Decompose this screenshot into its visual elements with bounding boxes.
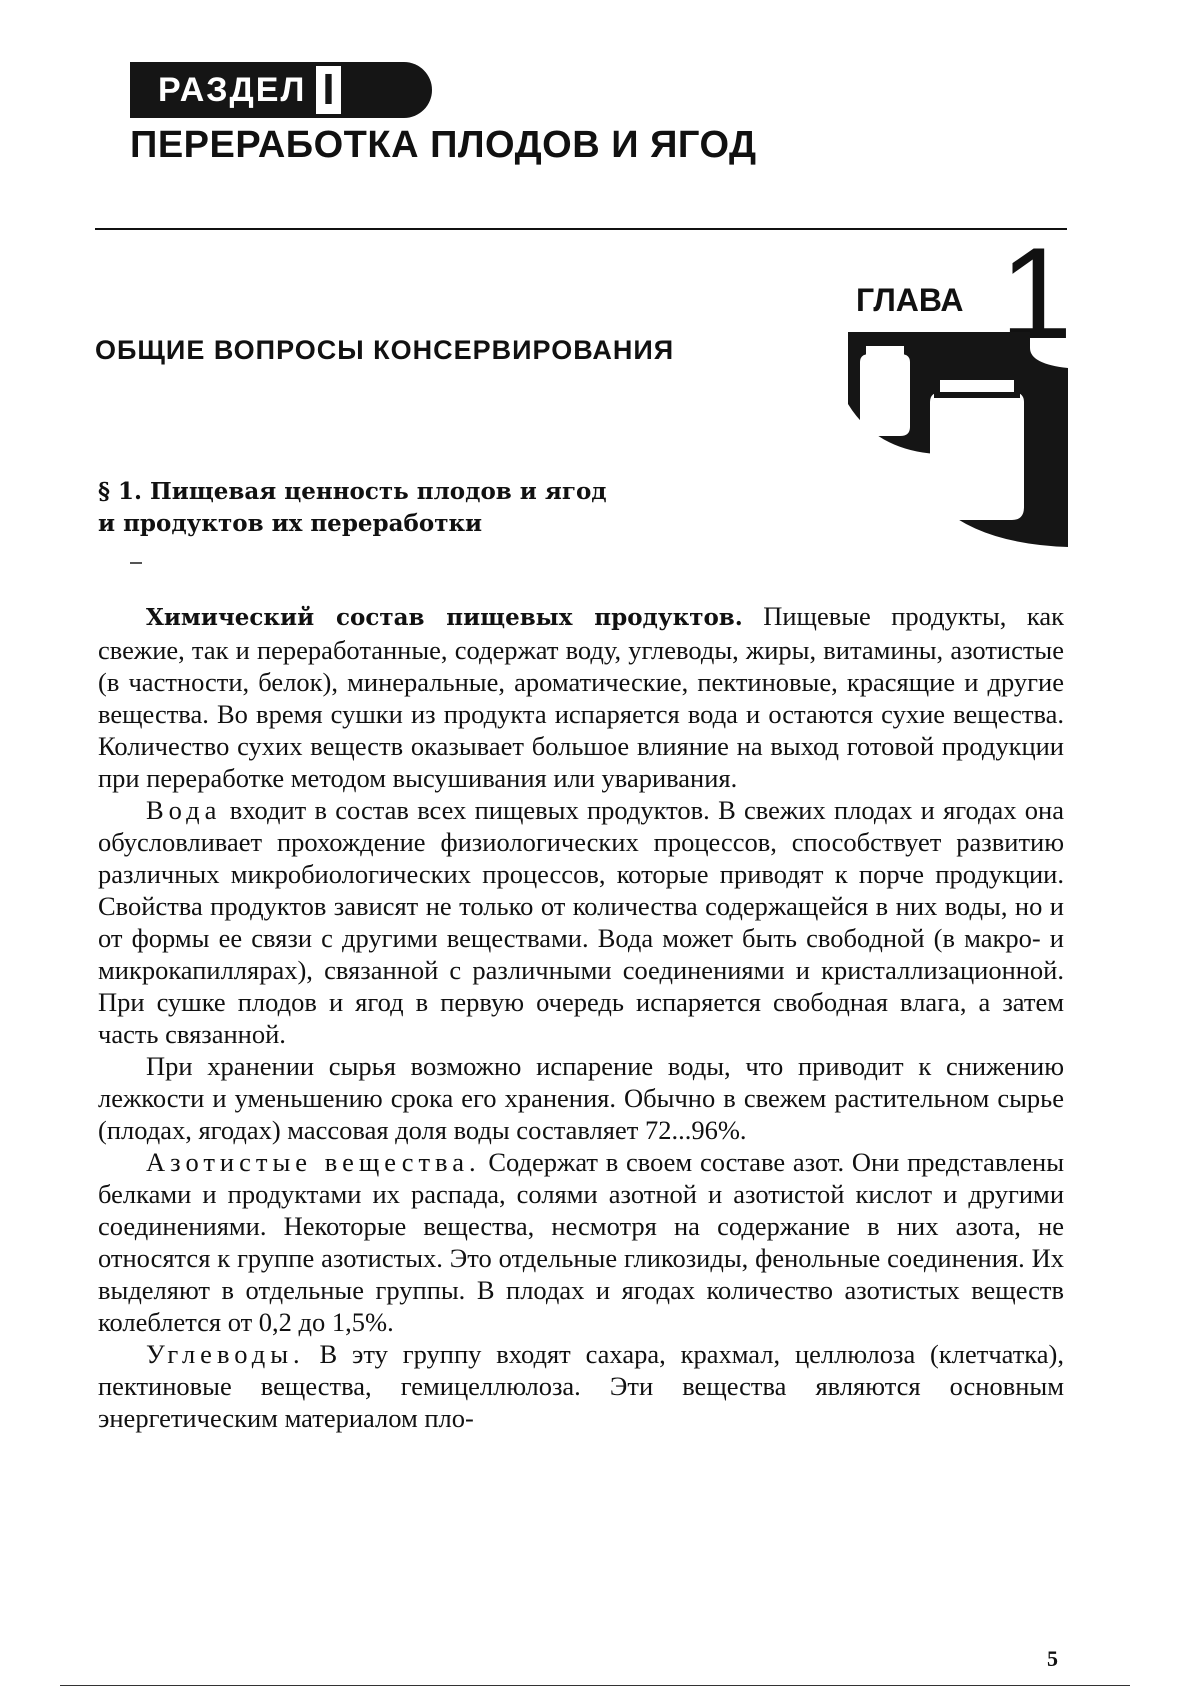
paragraph-2-text: входит в состав всех пищевых продуктов. В свежих плодах и ягодах она обусловливает прохождение физиологических процессов, способствует развитию различных микробиологических процессов, которые приводят к порче продукции. Свойства продуктов зависят не только от количества содержащейся в них воды, но и от формы ее связи с другими веществами. Вода может быть свободной (в макро- и микрокапиллярах), связанной с различными соединениями и кристаллизационной. При сушке плодов и ягод в первую очередь испаряется свободная влага, а затем часть связанной. (98, 795, 1064, 1049)
chapter-label: ГЛАВА (856, 282, 964, 319)
section-title: ПЕРЕРАБОТКА ПЛОДОВ И ЯГОД (130, 124, 757, 167)
jars-icon (848, 332, 1068, 547)
section-number: I (316, 66, 340, 114)
paragraph-heading-line1: § 1. Пищевая ценность плодов и ягод (98, 478, 607, 505)
chapter-number: 1 (1000, 218, 1072, 368)
section-label: РАЗДЕЛ (130, 71, 306, 110)
divider-top (95, 228, 1067, 230)
paragraph-2 (98, 794, 1064, 1050)
paragraph-4-text: Содержат в своем составе азот. Они представлены белками и продуктами их распада, солями азотной и азотистой кислот и другими соединениями. Некоторые вещества, несмотря на содержание в них азота, не относятся к группе азотистых. Это отдельные гликозиды, фенольные соединения. Их выделяют в отдельные группы. В плодах и ягодах количество азотистых веществ колеблется от 0,2 до 1,5%. (98, 1147, 1064, 1337)
paragraph-4-lead: Азотистые вещества. (146, 1147, 481, 1177)
paragraph-3: При хранении сырья возможно испарение воды, что приводит к снижению лежкости и уменьшению срока его хранения. Обычно в свежем растительном сырье (плодах, ягодах) массовая доля воды составляет 72...96%. (98, 1050, 1064, 1146)
divider-bottom (60, 1685, 1130, 1686)
paragraph-5 (98, 1338, 1064, 1434)
section-badge (130, 62, 432, 118)
paragraph-2-lead: Вода (146, 795, 221, 825)
paragraph-5-lead: Углеводы. (146, 1339, 305, 1369)
paragraph-heading (98, 476, 607, 540)
paragraph-1-text: Пищевые продукты, как свежие, так и переработанные, содержат воду, углеводы, жиры, витамины, азотистые (в частности, белок), минеральные, ароматические, пектиновые, красящие и другие вещества. Во время сушки из продукта испаряется вода и остаются сухие вещества. Количество сухих веществ оказывает большое влияние на выход готовой продукции при переработке методом высушивания или уваривания. (98, 601, 1064, 793)
paragraph-1-lead: Химический состав пищевых продуктов. (146, 604, 743, 631)
dash-mark (130, 562, 142, 564)
paragraph-1 (98, 600, 1064, 794)
paragraph-5-text: В эту группу входят сахара, крахмал, целлюлоза (клетчатка), пектиновые вещества, гемицеллюлоза. Эти вещества являются основным энергетическим материалом пло- (98, 1339, 1064, 1433)
paragraph-heading-line2: и продуктов их переработки (98, 510, 482, 537)
paragraph-4 (98, 1146, 1064, 1338)
page-number: 5 (1047, 1646, 1058, 1672)
body-text (98, 600, 1064, 1434)
chapter-title: ОБЩИЕ ВОПРОСЫ КОНСЕРВИРОВАНИЯ (95, 335, 674, 366)
